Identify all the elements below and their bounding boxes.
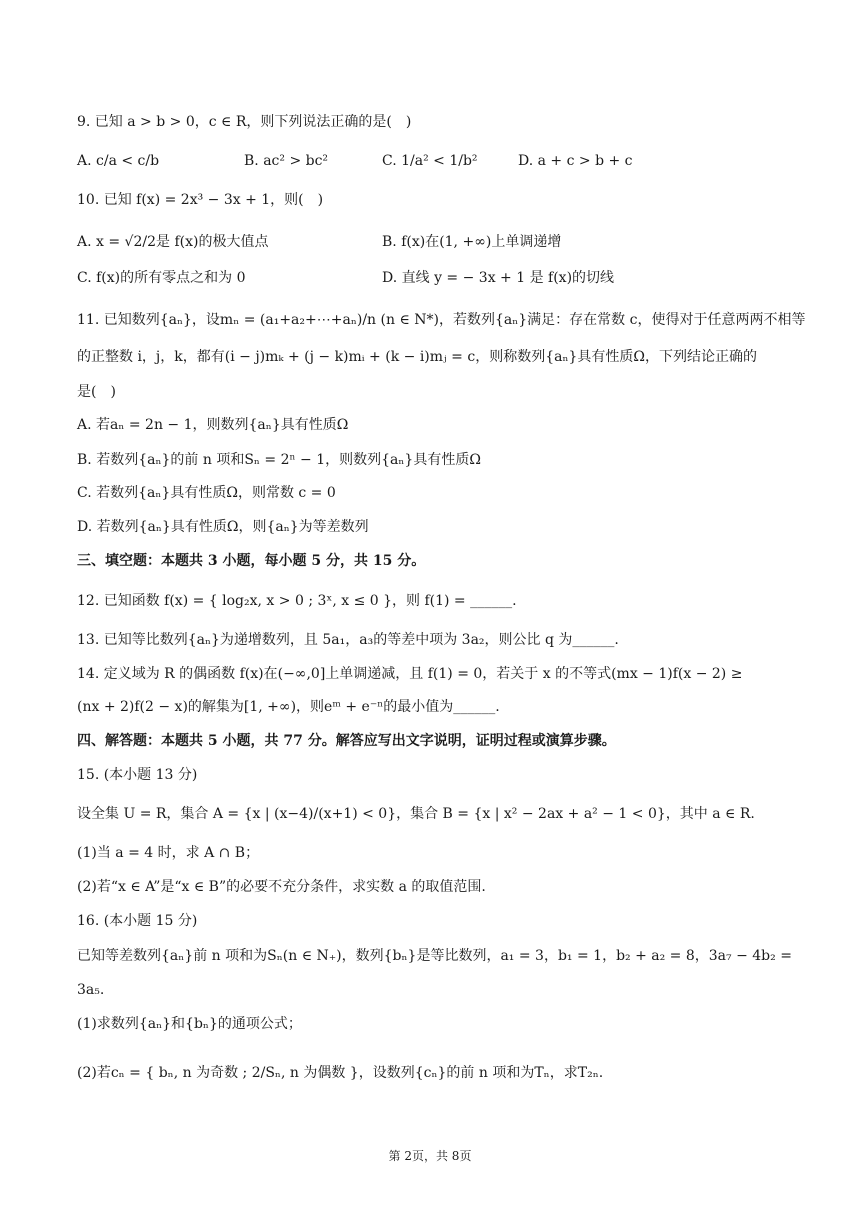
question-10-stem: 10. 已知 f(x) = 2x³ − 3x + 1，则( ) — [77, 192, 324, 208]
question-10-option-b: B. f(x)在(1, +∞)上单调递增 — [382, 234, 562, 250]
question-10-option-c: C. f(x)的所有零点之和为 0 — [77, 270, 246, 286]
page-footer: 第 2页，共 8页 — [388, 1149, 472, 1163]
question-9-option-b: B. ac² > bc² — [244, 153, 329, 169]
question-15-part-1: (1)当 a = 4 时，求 A ∩ B； — [77, 845, 260, 861]
question-16-part-1: (1)求数列{aₙ}和{bₙ}的通项公式； — [77, 1016, 302, 1032]
question-10-option-d: D. 直线 y = − 3x + 1 是 f(x)的切线 — [382, 270, 615, 286]
question-13: 13. 已知等比数列{aₙ}为递增数列，且 5a₁，a₃的等差中项为 3a₂，则公比 q 为______. — [77, 632, 619, 648]
question-15-part-2: (2)若“x ∈ A”是“x ∈ B”的必要不充分条件，求实数 a 的取值范围. — [77, 879, 486, 895]
question-14-line-2: (nx + 2)f(2 − x)的解集为[1, +∞)，则eᵐ + e⁻ⁿ的最小值为______. — [77, 699, 500, 715]
question-11-stem-line-2: 的正整数 i，j，k，都有(i − j)mₖ + (j − k)mᵢ + (k − i)mⱼ = c，则称数列{aₙ}具有性质Ω，下列结论正确的 — [77, 349, 758, 365]
question-16-part-2: (2)若cₙ = { bₙ, n 为奇数 ; 2/Sₙ, n 为偶数 }，设数列{cₙ}的前 n 项和为Tₙ，求T₂ₙ. — [77, 1065, 604, 1081]
question-9-option-d: D. a + c > b + c — [518, 153, 633, 169]
question-11-stem-line-1: 11. 已知数列{aₙ}，设mₙ = (a₁+a₂+⋯+aₙ)/n (n ∈ N*)，若数列{aₙ}满足：存在常数 c，使得对于任意两两不相等 — [77, 312, 806, 328]
question-16-body-line-2: 3a₅. — [77, 982, 105, 998]
question-9-option-c: C. 1/a² < 1/b² — [382, 153, 478, 169]
question-14-line-1: 14. 定义域为 R 的偶函数 f(x)在(−∞,0]上单调递减，且 f(1) = 0，若关于 x 的不等式(mx − 1)f(x − 2) ≥ — [77, 666, 743, 682]
question-12: 12. 已知函数 f(x) = { log₂x, x > 0 ; 3ˣ, x ≤ 0 }，则 f(1) = ______. — [77, 593, 517, 609]
question-11-stem-line-3: 是( ) — [77, 384, 116, 400]
question-15-title: 15. (本小题 13 分) — [77, 767, 198, 783]
question-9-option-a: A. c/a < c/b — [77, 153, 160, 169]
question-16-body-line-1: 已知等差数列{aₙ}前 n 项和为Sₙ(n ∈ N₊)，数列{bₙ}是等比数列，a₁ = 3，b₁ = 1，b₂ + a₂ = 8，3a₇ − 4b₂ = — [77, 948, 792, 964]
section-3-heading: 三、填空题：本题共 3 小题，每小题 5 分，共 15 分。 — [77, 553, 426, 569]
question-11-option-c: C. 若数列{aₙ}具有性质Ω，则常数 c = 0 — [77, 485, 336, 501]
question-11-option-d: D. 若数列{aₙ}具有性质Ω，则{aₙ}为等差数列 — [77, 519, 369, 535]
question-15-body: 设全集 U = R，集合 A = {x | (x−4)/(x+1) < 0}，集合 B = {x | x² − 2ax + a² − 1 < 0}，其中 a ∈ R. — [77, 806, 755, 822]
question-9-stem: 9. 已知 a > b > 0，c ∈ R，则下列说法正确的是( ) — [77, 114, 412, 130]
question-11-option-b: B. 若数列{aₙ}的前 n 项和Sₙ = 2ⁿ − 1，则数列{aₙ}具有性质Ω — [77, 452, 481, 468]
question-16-title: 16. (本小题 15 分) — [77, 913, 198, 929]
question-10-option-a: A. x = √2/2是 f(x)的极大值点 — [77, 234, 269, 250]
question-11-option-a: A. 若aₙ = 2n − 1，则数列{aₙ}具有性质Ω — [77, 417, 349, 433]
section-4-heading: 四、解答题：本题共 5 小题，共 77 分。解答应写出文字说明，证明过程或演算步骤。 — [77, 733, 616, 749]
